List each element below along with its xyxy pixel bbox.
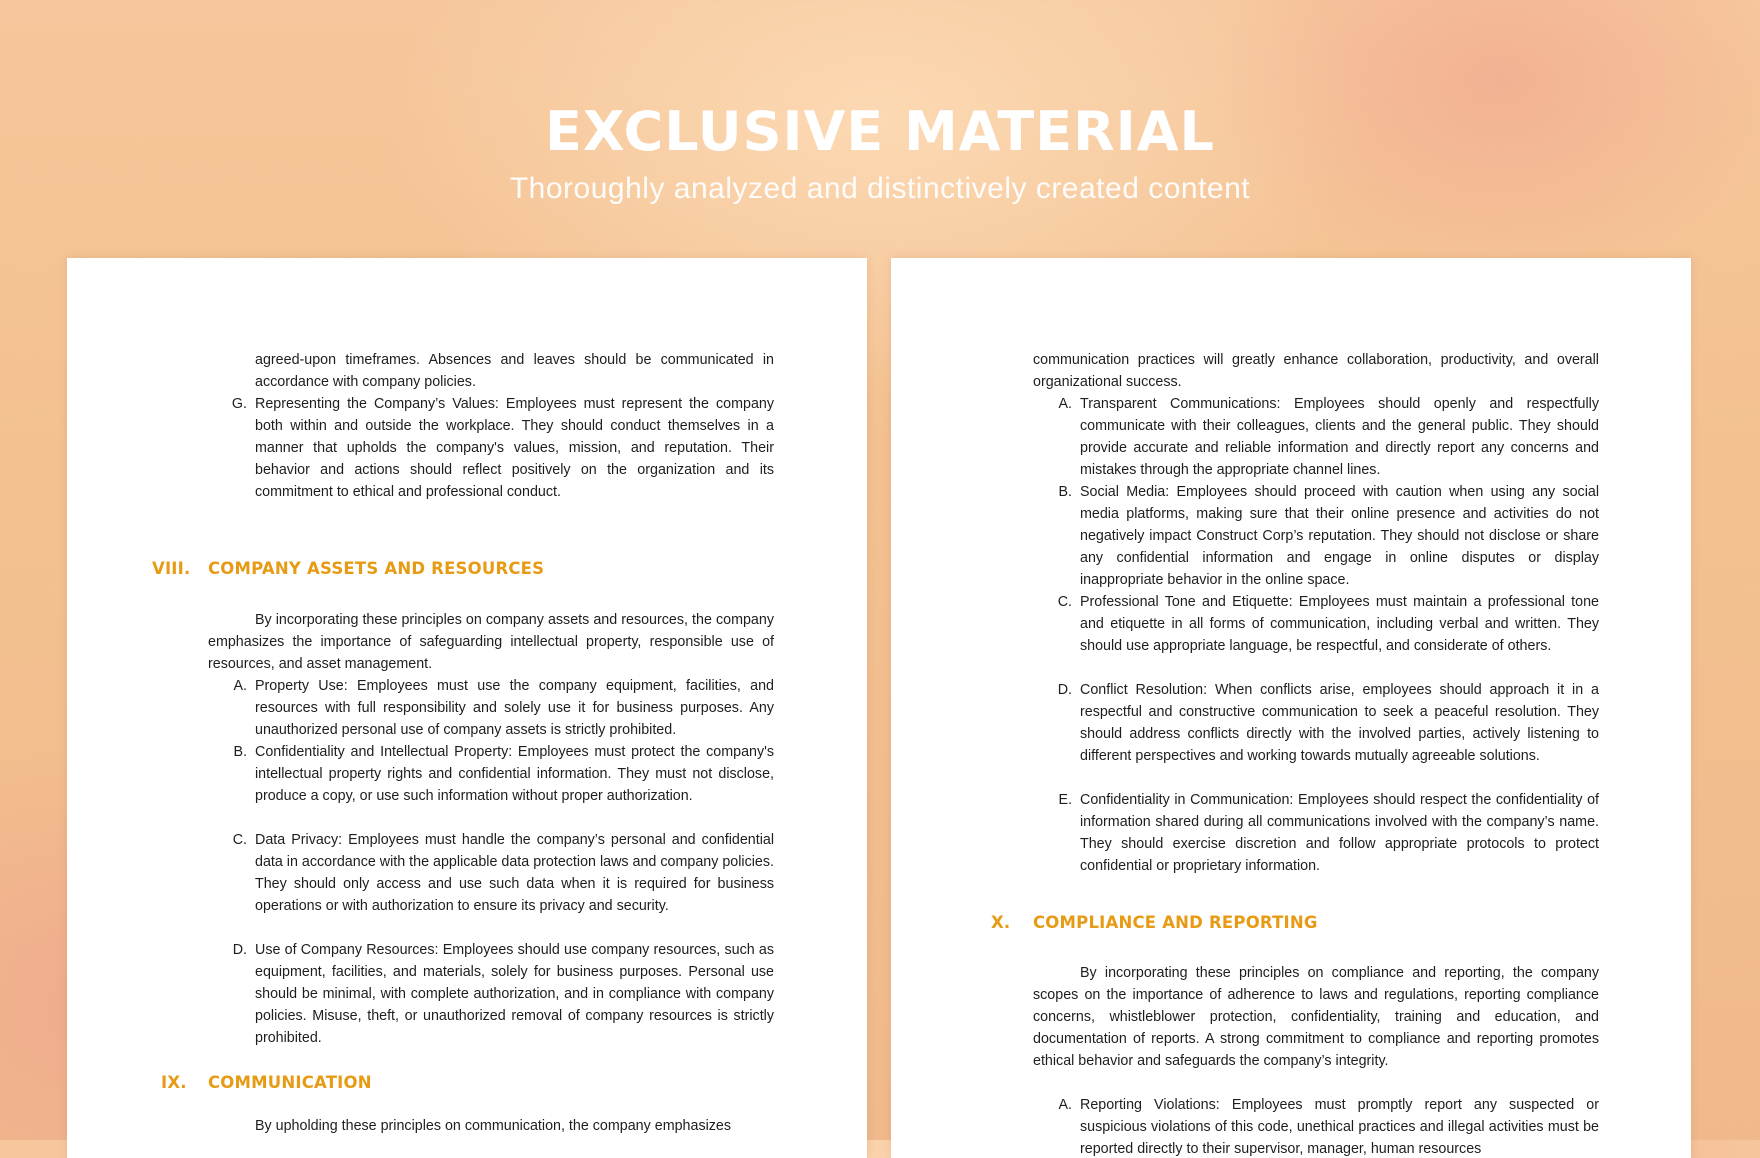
- list-letter: G.: [231, 396, 247, 412]
- list-item-b: [1058, 481, 1599, 591]
- section-intro: By incorporating these principles on company assets and resources, the company emphasizes the importance of safeguarding intellectual property, responsible use of resources, and asset management.: [208, 612, 774, 672]
- list-item-e: [1058, 789, 1599, 877]
- section-number: VIII.: [152, 559, 191, 578]
- section-heading-x: [891, 912, 1691, 936]
- list-item-text: Professional Tone and Etiquette: Employees must maintain a professional tone and etiquette in all forms of communication, including verbal and written. They should use appropriate language, be respectful, and considerate of others.: [1080, 594, 1599, 654]
- list-item-c: [1057, 591, 1599, 657]
- list-item-d: [1057, 679, 1599, 767]
- list-item-a: [1058, 1094, 1599, 1158]
- list-item-text: Confidentiality in Communication: Employees should respect the confidentiality of information shared during all communications involved with the company’s name. They should exercise discretion and follow appropriate protocols to protect confidential or proprietary information.: [1080, 792, 1599, 874]
- section-intro: By incorporating these principles on compliance and reporting, the company scopes on the importance of adherence to laws and regulations, reporting compliance concerns, whistleblower protection, confidentiality, training and education, and documentation of reports. A strong commitment to compliance and reporting promotes ethical behavior and safeguards the company’s integrity.: [1033, 965, 1599, 1069]
- list-item-text: Property Use: Employees must use the company equipment, facilities, and resources with full responsibility and solely use it for business purposes. Any unauthorized personal use of company assets is strictly prohibited.: [255, 678, 774, 738]
- banner-title: EXCLUSIVE MATERIAL: [545, 100, 1215, 163]
- list-letter: C.: [232, 832, 247, 848]
- section-title: COMMUNICATION: [208, 1073, 372, 1092]
- list-item-c: [232, 829, 774, 917]
- list-item-text: Transparent Communications: Employees should openly and respectfully communicate with their colleagues, clients and the general public. They should provide accurate and reliable information and directly report any concerns and mistakes through the appropriate channel lines.: [1080, 396, 1599, 478]
- list-letter: B.: [1058, 484, 1072, 500]
- list-item-text: Representing the Company’s Values: Employees must represent the company both within and outside the workplace. They should conduct themselves in a manner that upholds the company's values, mission, and reputation. Their behavior and actions should reflect positively on the organization and its commitment to ethical and professional conduct.: [255, 396, 774, 500]
- list-item-a: [1058, 393, 1599, 481]
- list-item-text: Use of Company Resources: Employees should use company resources, such as equipment, facilities, and materials, solely for business purposes. Personal use should be minimal, with complete authorization, and in compliance with company policies. Misuse, theft, or unauthorized removal of company resources is strictly prohibited.: [255, 942, 774, 1046]
- section-title: COMPLIANCE AND REPORTING: [1033, 913, 1318, 932]
- list-letter: C.: [1057, 594, 1072, 610]
- continued-text: agreed-upon timeframes. Absences and leaves should be communicated in accordance with company policies.: [255, 352, 774, 390]
- document-page-left: [67, 258, 867, 1158]
- list-item-text: Confidentiality and Intellectual Property: Employees must protect the company's intellectual property rights and confidential information. They must not disclose, produce a copy, or use such information without proper authorization.: [255, 744, 774, 804]
- list-item-b: [233, 741, 774, 807]
- list-letter: A.: [1058, 1097, 1072, 1113]
- list-letter: D.: [1057, 682, 1072, 698]
- section-heading-ix: [67, 1072, 867, 1096]
- section-title: COMPANY ASSETS AND RESOURCES: [208, 559, 545, 578]
- list-letter: E.: [1058, 792, 1072, 808]
- list-item-d: [232, 939, 774, 1049]
- list-item-text: Reporting Violations: Employees must promptly report any suspected or suspicious violations of this code, unethical practices and illegal activities must be reported directly to their supervisor, manager, human resources: [1080, 1097, 1599, 1157]
- section-heading-viii: [67, 558, 867, 582]
- banner-subtitle: Thoroughly analyzed and distinctively created content: [509, 172, 1251, 205]
- section-intro: By upholding these principles on communication, the company emphasizes: [255, 1118, 732, 1134]
- list-letter: D.: [232, 942, 247, 958]
- list-letter: A.: [233, 678, 247, 694]
- list-item-text: Social Media: Employees should proceed with caution when using any social media platforms, making sure that their online presence and activities do not negatively impact Construct Corp’s reputation. They should not disclose or share any confidential information and engage in online disputes or display inappropriate behavior in the online space.: [1080, 484, 1599, 588]
- list-item-g: [231, 393, 774, 503]
- list-letter: A.: [1058, 396, 1072, 412]
- section-number: X.: [991, 913, 1011, 932]
- list-item-text: Conflict Resolution: When conflicts arise, employees should approach it in a respectful and constructive communication to seek a peaceful resolution. They should address conflicts directly with the involved parties, actively listening to different perspectives and working towards mutually agreeable solutions.: [1080, 682, 1599, 764]
- section-number: IX.: [161, 1073, 187, 1092]
- continued-text: communication practices will greatly enhance collaboration, productivity, and overall organizational success.: [1033, 352, 1599, 390]
- list-item-text: Data Privacy: Employees must handle the company’s personal and confidential data in accordance with the applicable data protection laws and company policies. They should only access and use such data when it is required for business operations or with authorization to ensure its privacy and security.: [255, 832, 774, 914]
- list-letter: B.: [233, 744, 247, 760]
- document-page-right: [891, 258, 1691, 1158]
- list-item-a: [233, 675, 774, 741]
